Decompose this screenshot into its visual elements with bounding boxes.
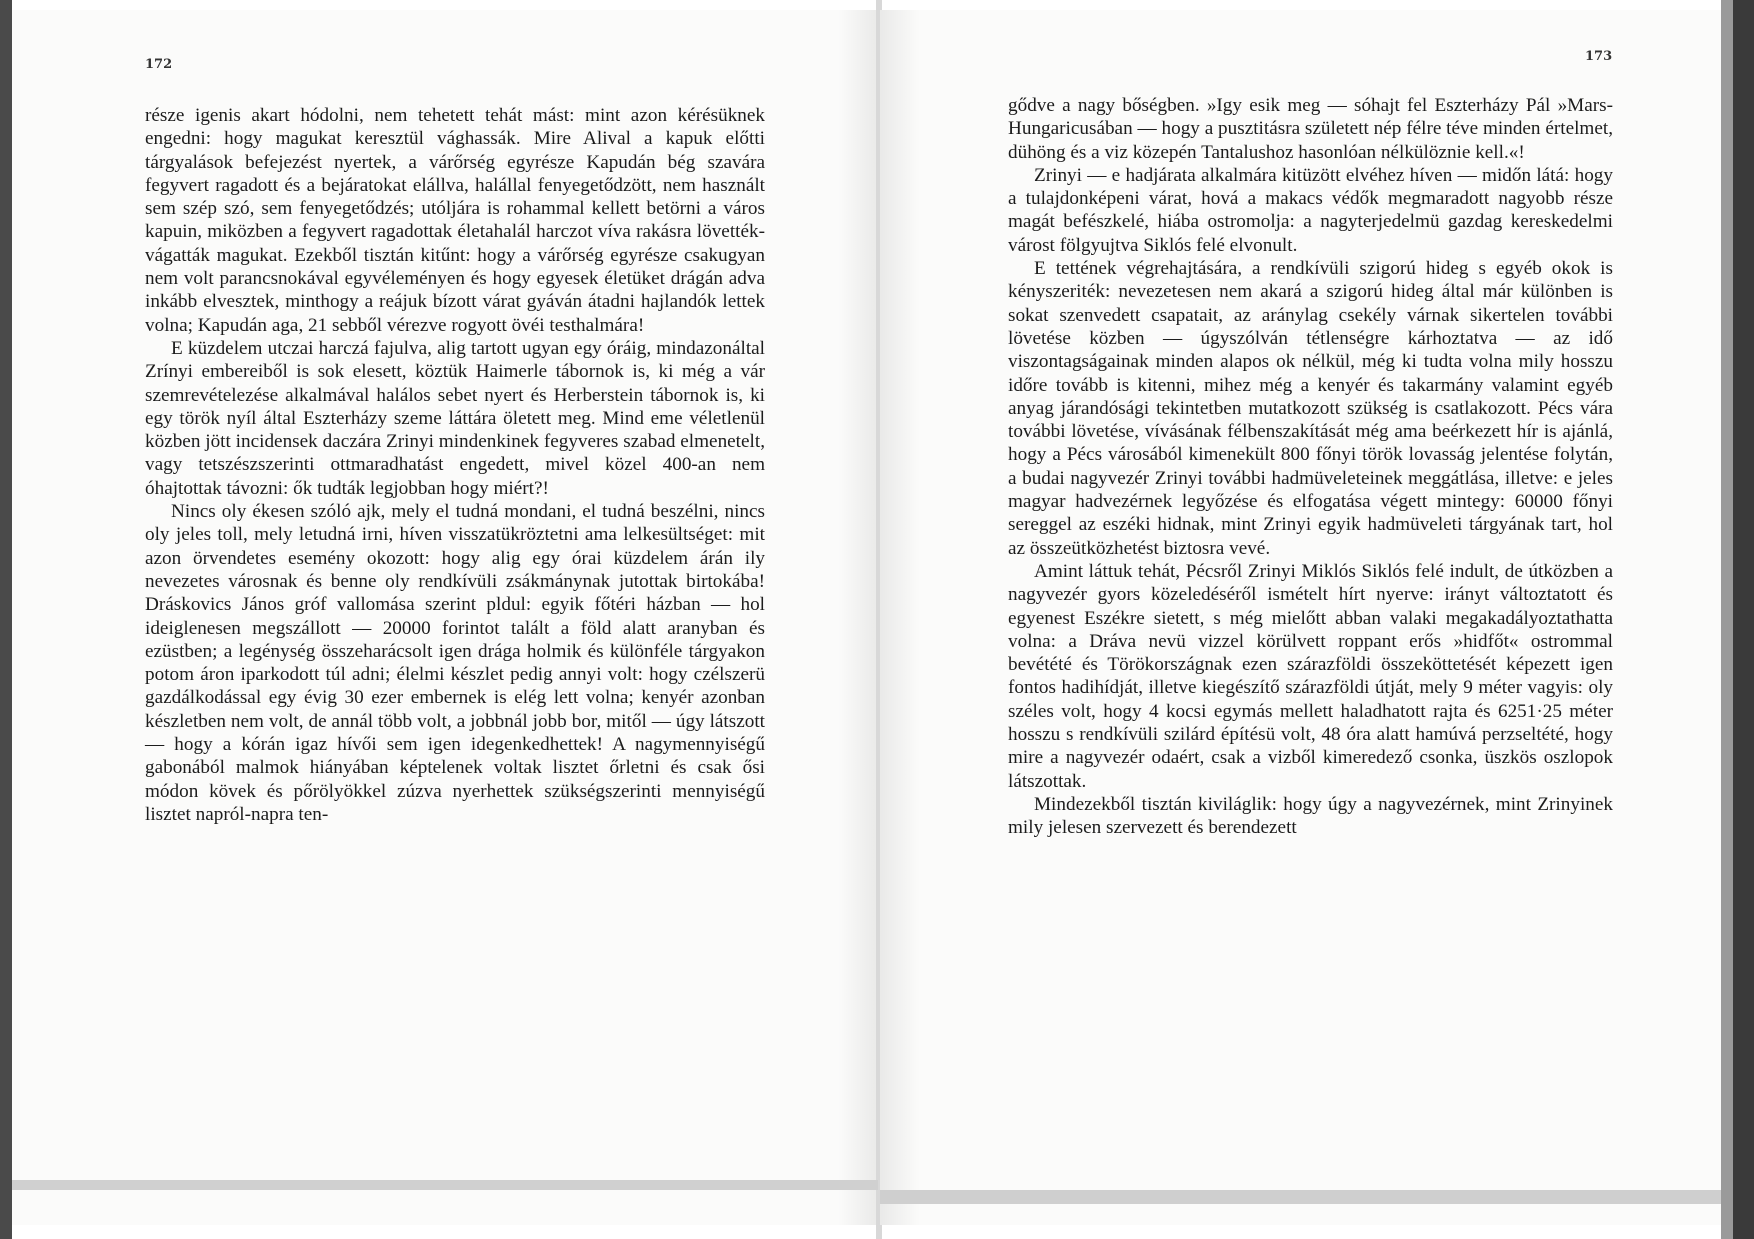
left-bottom-edge [12, 1180, 878, 1190]
paragraph: Mindezekből tisztán kiviláglik: hogy úgy a nagyvezérnek, mint Zrinyinek mily jelesen szervezett és berendezett [1008, 793, 1613, 839]
right-dark-edge [1721, 0, 1754, 1239]
paragraph: gődve a nagy bőségben. »Igy esik meg — sóhajt fel Eszterházy Pál »Mars-Hungaricusában — hogy a pusztitásra született nép félre téve minden értelmet, dühöng és a viz közepén Tantalushoz hasonlóan nélkülöznie kell.«! [1008, 95, 1613, 163]
right-bottom-edge [880, 1190, 1721, 1204]
paragraph: Nincs oly ékesen szóló ajk, mely el tudná mondani, el tudná beszélni, nincs oly jeles toll, mely letudná irni, híven visszatükröztetni ama lelkesültséget: mit azon örvendetes esemény okozott: hogy alig egy órai küzdelem árán ily nevezetes városnak és benne oly rendkívüli zsákmánynak jutottak birtokába! Dráskovics János gróf vallomása szerint pldul: egyik főtéri házban — hol ideiglenesen megszállott — 20000 forintot talált a föld alatt aranyban és ezüstben; a legénység összeharácsolt igen drága holmik és különféle tárgyakon potom áron iparkodott túl adni; élelmi készlet pedig annyi volt: hogy czélszerü gazdálkodással egy évig 30 ezer embernek is elég lett volna; kenyér azonban készletben nem volt, de annál több volt, a jobbnál jobb bor, mitől — úgy látszott — hogy a kórán igaz hívői sem igen idegenkedhettek! A nagymennyiségű gabonából malmok hiányában képtelenek voltak lisztet őrletni és csak ősi módon kövek és pőrölyökkel zúzva nyerhettek szükségszerinti mennyiségű lisztet napról-napra ten- [145, 501, 765, 825]
left-dark-edge [0, 0, 12, 1239]
paragraph: Amint láttuk tehát, Pécsről Zrinyi Miklós Siklós felé indult, de útközben a nagyvezér gyors közeledéséről ismételt hírt nyerve: irányt változtatott és egyenest Eszékre sietett, s még mielőtt abban valaki megakadályoztathatta volna: a Dráva nevü vizzel körülvett roppant erős »hidfőt« ostrommal bevétété és Törökországnak ezen szárazföldi összeköttetését képezett igen fontos hadihídját, illetve kiegészítő szárazföldi útját, mely 9 méter vagyis: oly széles volt, hogy 4 kocsi egymás mellett haladhatott rajta és 6251·25 méter hosszu s rendkívüli szilárd építésü volt, 48 óra alatt hamúvá perzseltété, hogy mire a nagyvezér odaért, csak a vizből kimeredező csonka, üszkös oszlopok látszottak. [1008, 560, 1613, 792]
left-page-text [145, 104, 765, 826]
right-page-text [1008, 94, 1613, 840]
paragraph: E tettének végrehajtására, a rendkívüli szigorú hideg s egyéb okok is kényszeriték: nevezetesen nem akará a szigorú hideg által már különben is sokat szenvedett csapatait, az aránylag csekély várnak sikertelen további lövetése közben — úgyszólván tétlenségre kárhoztatva — az idő viszontagságainak minden alapos ok nélkül, még ki tudta volna mily hosszu időre tovább is kitenni, mihez még a kenyér és takarmány valamint egyéb anyag járandósági tekintetben mutatkozott szükség is csatlakozott. Pécs vára további lövetése, vívásának félbenszakítását még ama beérkezett hír is ajánlá, hogy a Pécs városából kimenekült 800 főnyi török lovasság jelentése folytán, a budai nagyvezér Zrinyi további hadmüveleteinek meggátlása, illetve: e jeles magyar hadvezérnek legyőzése és elfogatása végett mintegy: 60000 főnyi sereggel az eszéki hidnak, mint Zrinyi egyik hadmüveleti tárgyának tart, hol az összeütközhetést biztosra vevé. [1008, 258, 1613, 559]
right-page-number: 173 [1585, 49, 1613, 64]
paragraph: Zrinyi — e hadjárata alkalmára kitüzött elvéhez híven — midőn látá: hogy a tulajdonképeni várat, hová a makacs védők megmaradott nagyobb része magát befészkelé, hiába ostromolja: a nagyterjedelmü gazdag kereskedelmi várost fölgyujtva Siklós felé elvonult. [1008, 164, 1613, 256]
paragraph: E küzdelem utczai harczá fajulva, alig tartott ugyan egy óráig, mindazonáltal Zrínyi embereiből is sok elesett, köztük Haimerle tábornok is, ki még a vár szemrevételezése alkalmával halálos sebet nyert és Herberstein tábornok is, ki egy török nyíl által Eszterházy szeme láttára öletett meg. Mind eme véletlenül közben jött incidensek daczára Zrinyi mindenkinek fegyveres szabad elmenetelt, vagy tetszészszerinti ottmaradhatást engedett, mivel közel 400-an nem óhajtottak távozni: ők tudták legjobban hogy miért?! [145, 337, 765, 499]
paragraph: része igenis akart hódolni, nem tehetett tehát mást: mint azon kérésüknek engedni: hogy magukat keresztül vághassák. Mire Alival a kapuk előtti tárgyalások befejezést nyertek, a várőrség egyrésze Kapudán bég szavára fegyvert ragadott és a bejáratokat elállva, halállal fenyegetődzött, nem használt sem szép szó, sem fenyegetődzés; utóljára is rohammal kellett betörni a város kapuin, miközben a fegyvert ragadottak életahalál harczot víva rakásra lövették-vágatták magukat. Ezekből tisztán kitűnt: hogy a várőrség egyrésze csakugyan nem volt parancsnokával egyvéleményen és hogy egyesek életüket drágán adva inkább elvesztek, minthogy a reájuk bízott várat gyáván átadni hajlandók lettek volna; Kapudán aga, 21 sebből vérezve rogyott övéi testhalmára! [145, 105, 765, 336]
left-page-number: 172 [145, 57, 173, 72]
